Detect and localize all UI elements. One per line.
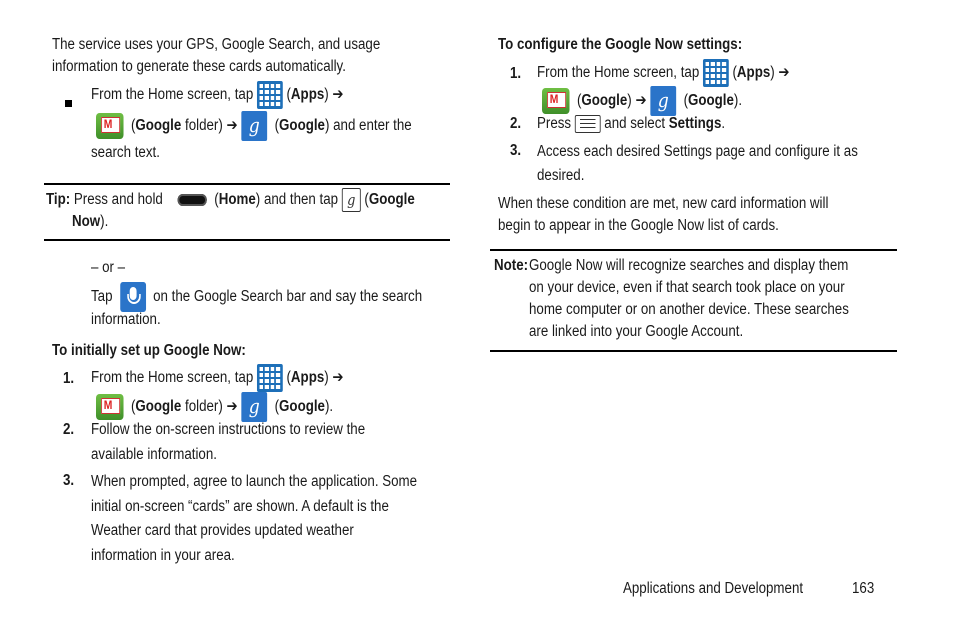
arrow: ➔ [332, 86, 344, 104]
apps-grid-icon [257, 81, 283, 109]
intro-paragraph [52, 34, 434, 78]
google-folder-icon [96, 113, 124, 139]
tip-label: Tip: [46, 191, 71, 209]
bullet-line-1: From the Home screen, tap (Apps) ➔ [91, 81, 385, 109]
apps-grid-icon [257, 364, 283, 392]
step-number: 3. [63, 472, 75, 489]
bullet-line-2: M (Google folder) ➔ g (Google) and enter the [96, 111, 463, 141]
note-label: Note: [494, 257, 529, 274]
google-icon: g [342, 188, 361, 212]
tip-top-rule [44, 183, 450, 185]
config-step-1-line-2: M (Google) ➔ g (Google). [542, 86, 775, 116]
note-bottom-rule [490, 350, 897, 352]
bullet-line-3: search text. [91, 144, 160, 161]
step-number: 2. [63, 421, 75, 438]
tip-bottom-rule [44, 239, 450, 241]
intro-line-1: The service uses your GPS, Google Search, and usage [52, 36, 381, 53]
setup-step-1-line-2: M (Google folder) ➔ g (Google). [96, 392, 372, 422]
google-icon: g [241, 111, 267, 141]
home-key-icon [178, 194, 207, 206]
intro-line-2: information to generate these cards automatically. [52, 58, 346, 75]
google-icon: g [241, 392, 267, 422]
footer-section-title: Applications and Development [623, 580, 804, 597]
tip-line-1: Tip: Press and hold (Home) and then tap g (Google [46, 188, 475, 212]
config-step-3: Access each desired Settings page and configure it as desired. [537, 143, 858, 184]
step-number: 2. [510, 115, 522, 132]
microphone-icon [120, 282, 146, 312]
google-folder-icon [542, 88, 570, 114]
step-number: 1. [63, 370, 75, 387]
config-step-1-line-1: From the Home screen, tap (Apps) ➔ [537, 59, 831, 87]
tap-line-1: Tap on the Google Search bar and say the search [91, 282, 476, 312]
setup-heading: To initially set up Google Now: [52, 342, 246, 359]
setup-step-2: Follow the on-screen instructions to review the available information. [91, 421, 366, 463]
bullet-marker [65, 92, 72, 114]
note-text: Google Now will recognize searches and display them on your device, even if that search took place on your home computer or on another device. These searches are linked into your Google Account. [529, 257, 849, 340]
step-number: 1. [510, 65, 522, 82]
google-icon: g [650, 86, 676, 116]
setup-step-3: When prompted, agree to launch the application. Some initial on-screen “cards” are shown. A default is the Weather card that provides updated weather information in your area. [91, 473, 418, 564]
google-folder-icon [96, 394, 124, 420]
menu-key-icon [575, 115, 601, 133]
config-heading: To configure the Google Now settings: [498, 36, 743, 53]
apps-grid-icon [703, 59, 729, 87]
apps-label: Apps [290, 86, 325, 104]
bullet-prefix: From the Home screen, tap [91, 86, 254, 104]
step-number: 3. [510, 142, 522, 159]
note-top-rule [490, 249, 897, 251]
or-separator: – or – [91, 259, 126, 276]
condition-paragraph: When these condition are met, new card information will begin to appear in the Google Now list of cards. [498, 195, 829, 234]
tap-line-2: information. [91, 311, 161, 328]
tip-line-2: Now). [72, 213, 109, 230]
setup-step-1-line-1: From the Home screen, tap (Apps) ➔ [91, 364, 385, 392]
page-number: 163 [852, 580, 875, 597]
config-step-2: Press and select Settings. [537, 115, 726, 132]
